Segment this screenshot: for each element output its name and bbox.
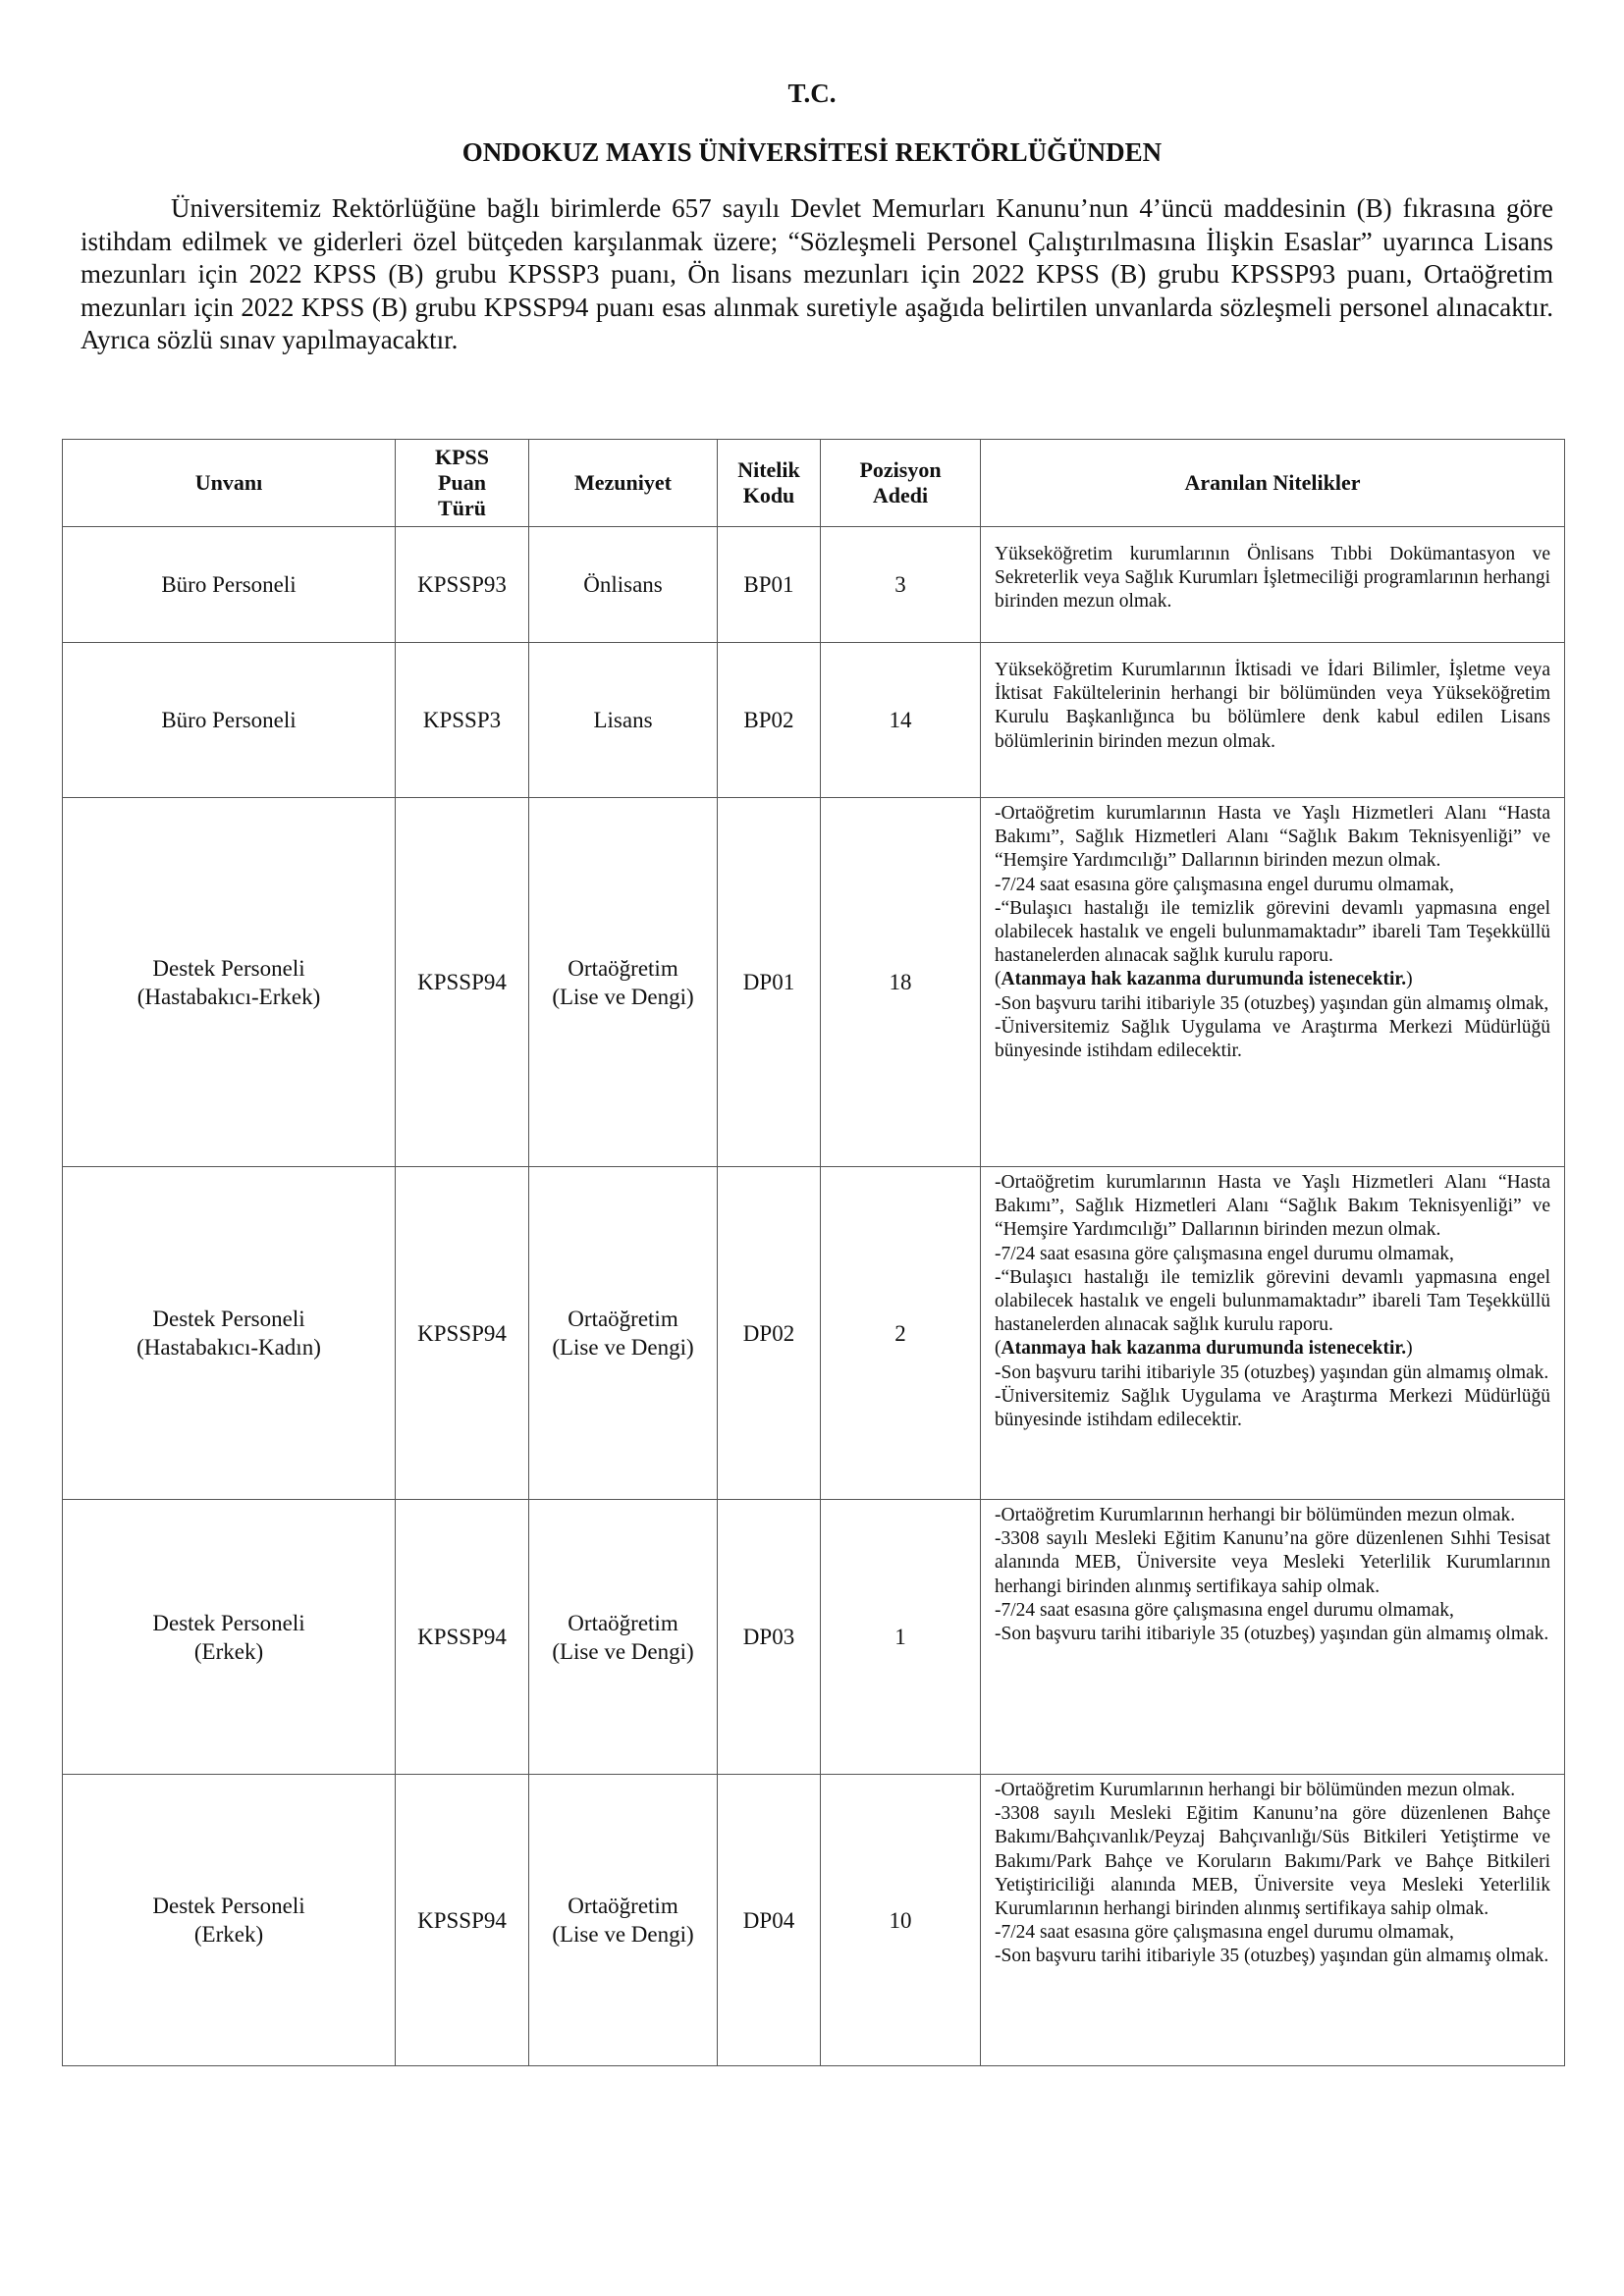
table-header-row — [63, 440, 1565, 527]
cell-adet: 2 — [821, 1167, 981, 1500]
cell-adet: 1 — [821, 1500, 981, 1775]
cell-kod: BP01 — [718, 527, 821, 643]
cell-mezuniyet: Ortaöğretim (Lise ve Dengi) — [529, 1775, 718, 2066]
requirement-line: -Ortaöğretim Kurumlarının herhangi bir bölümünden mezun olmak. — [995, 1780, 1516, 1800]
requirement-line: -3308 sayılı Mesleki Eğitim Kanunu’na göre düzenlenen Sıhhi Tesisat alanında MEB, Üniversite veya Mesleki Yeterlilik Kurumlarının herhangi birinden alınmış sertifikaya sahip olmak. — [995, 1528, 1550, 1597]
requirement-line: -“Bulaşıcı hastalığı ile temizlik görevini devamlı yapmasına engel olabilecek hastalık ve engeli bulunmamaktadır” ibareli Tam Teşekküllü hastanelerden alınacak sağlık kurulu raporu. — [995, 1266, 1550, 1336]
positions-table — [62, 439, 1565, 2066]
cell-adet: 18 — [821, 798, 981, 1167]
cell-mezuniyet: Lisans — [529, 643, 718, 798]
requirement-line: -7/24 saat esasına göre çalışmasına engel durumu olmamak, — [995, 1243, 1454, 1264]
col-header-unvan: Unvanı — [63, 440, 396, 527]
table-row — [63, 1167, 1565, 1500]
cell-kpss: KPSSP94 — [396, 1500, 529, 1775]
requirement-line: -Son başvuru tarihi itibariyle 35 (otuzbeş) yaşından gün almamış olmak. — [995, 1946, 1549, 1967]
cell-adet: 14 — [821, 643, 981, 798]
header-university: ONDOKUZ MAYIS ÜNİVERSİTESİ REKTÖRLÜĞÜNDEN — [461, 137, 1163, 167]
cell-kpss: KPSSP3 — [396, 643, 529, 798]
cell-unvan: Destek Personeli (Erkek) — [63, 1500, 396, 1775]
cell-kod: BP02 — [718, 643, 821, 798]
requirement-line: -Üniversitemiz Sağlık Uygulama ve Araştırma Merkezi Müdürlüğü bünyesinde istihdam edilecektir. — [995, 1385, 1550, 1431]
requirement-line: (Atanmaya hak kazanma durumunda istenecektir.) — [995, 969, 1413, 990]
col-header-nitelik-line1: Nitelik — [737, 457, 800, 482]
cell-mezuniyet: Ortaöğretim (Lise ve Dengi) — [529, 1500, 718, 1775]
col-header-nitelik-line2: Kodu — [742, 483, 795, 507]
requirement-line: -Son başvuru tarihi itibariyle 35 (otuzbeş) yaşından gün almamış olmak. — [995, 1362, 1549, 1383]
requirement-line: -Ortaöğretim Kurumlarının herhangi bir bölümünden mezun olmak. — [995, 1505, 1516, 1525]
cell-adet: 10 — [821, 1775, 981, 2066]
col-header-kpss — [396, 440, 529, 527]
table-row — [63, 798, 1565, 1167]
requirement-line: -Son başvuru tarihi itibariyle 35 (otuzbeş) yaşından gün almamış olmak. — [995, 1624, 1549, 1645]
col-header-kpss-line2: Puan — [438, 470, 486, 495]
cell-kpss: KPSSP94 — [396, 798, 529, 1167]
cell-kod: DP03 — [718, 1500, 821, 1775]
cell-unvan: Büro Personeli — [63, 527, 396, 643]
col-header-pozisyon-line2: Adedi — [872, 483, 929, 507]
requirement-line: -Ortaöğretim kurumlarının Hasta ve Yaşlı Hizmetleri Alanı “Hasta Bakımı”, Sağlık Hizmetleri Alanı “Sağlık Bakım Teknisyenliği” ve “Hemşire Yardımcılığı” Dallarının birinden mezun olmak. — [995, 1172, 1550, 1241]
table-row — [63, 527, 1565, 643]
requirement-line: -7/24 saat esasına göre çalışmasına engel durumu olmamak, — [995, 1922, 1454, 1944]
requirement-line: (Atanmaya hak kazanma durumunda istenecektir.) — [995, 1338, 1413, 1360]
cell-requirements — [981, 798, 1565, 1167]
col-header-mezuniyet: Mezuniyet — [529, 440, 718, 527]
col-header-aranilan: Aranılan Nitelikler — [981, 440, 1565, 527]
requirement-line: Yükseköğretim kurumlarının Önlisans Tıbbi Dokümantasyon ve Sekreterlik veya Sağlık Kurumları İşletmeciliği programlarının herhangi birinden mezun olmak. — [995, 544, 1550, 613]
requirement-line: -7/24 saat esasına göre çalışmasına engel durumu olmamak, — [995, 1599, 1454, 1621]
cell-requirements — [981, 1500, 1565, 1775]
cell-kpss: KPSSP94 — [396, 1167, 529, 1500]
cell-kod: DP02 — [718, 1167, 821, 1500]
col-header-kpss-line3: Türü — [438, 496, 486, 520]
col-header-nitelik — [718, 440, 821, 527]
cell-unvan: Destek Personeli (Hastabakıcı-Erkek) — [63, 798, 396, 1167]
cell-requirements — [981, 1167, 1565, 1500]
cell-requirements — [981, 643, 1565, 798]
header-tc: T.C. — [787, 79, 837, 108]
cell-unvan: Destek Personeli (Hastabakıcı-Kadın) — [63, 1167, 396, 1500]
cell-adet: 3 — [821, 527, 981, 643]
cell-requirements — [981, 527, 1565, 643]
cell-kpss: KPSSP93 — [396, 527, 529, 643]
cell-mezuniyet: Ortaöğretim (Lise ve Dengi) — [529, 1167, 718, 1500]
cell-kpss: KPSSP94 — [396, 1775, 529, 2066]
requirement-line: -Üniversitemiz Sağlık Uygulama ve Araştırma Merkezi Müdürlüğü bünyesinde istihdam edilecektir. — [995, 1016, 1550, 1062]
table-row — [63, 643, 1565, 798]
cell-kod: DP01 — [718, 798, 821, 1167]
table-row — [63, 1500, 1565, 1775]
requirement-line: -Ortaöğretim kurumlarının Hasta ve Yaşlı Hizmetleri Alanı “Hasta Bakımı”, Sağlık Hizmetleri Alanı “Sağlık Bakım Teknisyenliği” ve “Hemşire Yardımcılığı” Dallarının birinden mezun olmak. — [995, 803, 1550, 872]
requirement-line: -“Bulaşıcı hastalığı ile temizlik görevini devamlı yapmasına engel olabilecek hastalık ve engeli bulunmamaktadır” ibareli Tam Teşekküllü hastanelerden alınacak sağlık kurulu raporu. — [995, 897, 1550, 967]
col-header-pozisyon — [821, 440, 981, 527]
cell-mezuniyet: Önlisans — [529, 527, 718, 643]
requirement-line: -3308 sayılı Mesleki Eğitim Kanunu’na göre düzenlenen Bahçe Bakımı/Bahçıvanlık/Peyzaj Bahçıvanlığı/Süs Bitkileri Yetiştirme ve Bakımı/Park Bahçe ve Koruların Bakımı/Park ve Bahçe Bitkileri Yetiştiriciliği alanında MEB, Üniversite veya Mesleki Yeterlilik Kurumlarının herhangi birinden alınmış sertifikaya sahip olmak. — [995, 1803, 1550, 1920]
table-row — [63, 1775, 1565, 2066]
requirement-line: -7/24 saat esasına göre çalışmasına engel durumu olmamak, — [995, 874, 1454, 895]
cell-kod: DP04 — [718, 1775, 821, 2066]
col-header-pozisyon-line1: Pozisyon — [859, 457, 942, 482]
intro-paragraph: Üniversitemiz Rektörlüğüne bağlı birimlerde 657 sayılı Devlet Memurları Kanunu’nun 4’üncü maddesinin (B) fıkrasına göre istihdam edilmek ve giderleri özel bütçeden karşılanmak üzere; “Sözleşmeli Personel Çalıştırılmasına İlişkin Esaslar” uyarınca Lisans mezunları için 2022 KPSS (B) grubu KPSSP3 puanı, Ön lisans mezunları için 2022 KPSS (B) grubu KPSSP93 puanı, Ortaöğretim mezunları için 2022 KPSS (B) grubu KPSSP94 puanı esas alınmak suretiyle aşağıda belirtilen unvanlarda sözleşmeli personel alınacaktır. Ayrıca sözlü sınav yapılmayacaktır. — [81, 193, 1553, 354]
col-header-kpss-line1: KPSS — [434, 445, 490, 469]
cell-mezuniyet: Ortaöğretim (Lise ve Dengi) — [529, 798, 718, 1167]
cell-requirements — [981, 1775, 1565, 2066]
requirement-line: Yükseköğretim Kurumlarının İktisadi ve İdari Bilimler, İşletme veya İktisat Fakültelerinin herhangi bir bölümünden veya Yükseköğretim Kurulu Başkanlığınca bu bölümlere denk kabul edilen Lisans bölümlerinin birinden mezun olmak. — [995, 660, 1550, 752]
cell-unvan: Büro Personeli — [63, 643, 396, 798]
cell-unvan: Destek Personeli (Erkek) — [63, 1775, 396, 2066]
requirement-line: -Son başvuru tarihi itibariyle 35 (otuzbeş) yaşından gün almamış olmak, — [995, 992, 1549, 1014]
